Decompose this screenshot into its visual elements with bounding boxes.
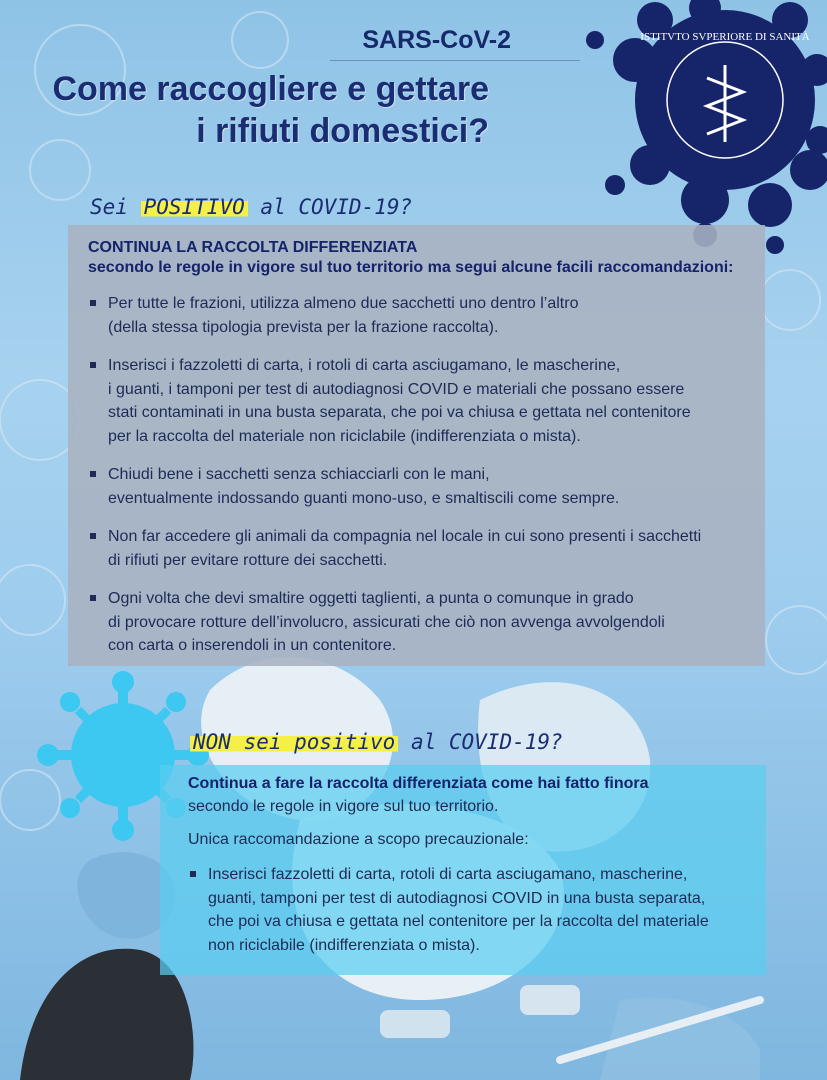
panel-title-line2: secondo le regole in vigore sul tuo territorio ma segui alcune facili raccomandazioni: bbox=[88, 259, 734, 276]
list-item bbox=[90, 292, 750, 339]
list-item-text: Inserisci i fazzoletti di carta, i rotoli di carta asciugamano, le mascherine, i guanti, i tamponi per test di autodiagnosi COVID e materiali che possano essere stati contaminati in una busta separata, che poi va chiusa e gettata nel contenitore per la raccolta del materiale non riciclabile (indifferenziata o mista). bbox=[108, 357, 691, 445]
list-item-text: Inserisci fazzoletti di carta, rotoli di carta asciugamano, mascherine, guanti, tamponi per test di autodiagnosi COVID in una busta separata, che poi va chiusa e gettata nel contenitore per la raccolta del materiale non riciclabile (indifferenziata o mista). bbox=[208, 866, 709, 954]
negative-section-heading bbox=[190, 730, 563, 754]
negative-panel-subtitle: secondo le regole in vigore sul tuo territorio. bbox=[188, 798, 499, 815]
list-item bbox=[190, 863, 750, 957]
list-item bbox=[90, 587, 750, 658]
iss-logo bbox=[555, 0, 827, 258]
precaution-note: Unica raccomandazione a scopo precauzionale: bbox=[188, 831, 529, 848]
list-item-text: Chiudi bene i sacchetti senza schiacciarli con le mani, eventualmente indossando guanti mono-uso, e smaltiscili come sempre. bbox=[108, 466, 620, 507]
logo-text: ISTITVTO SVPERIORE DI SANITÀ bbox=[640, 31, 810, 43]
page-title bbox=[52, 68, 489, 152]
positive-section-heading bbox=[90, 195, 412, 219]
header-divider bbox=[330, 60, 580, 61]
heading-highlight: POSITIVO bbox=[141, 195, 248, 219]
negative-recommendations-list bbox=[190, 863, 750, 957]
list-item bbox=[90, 463, 750, 510]
list-item-text: Ogni volta che devi smaltire oggetti taglienti, a punta o comunque in grado di provocare rotture dell’involucro, assicurati che ciò non avvenga avvolgendoli con carta o inserendoli in un contenitore. bbox=[108, 590, 665, 654]
heading-prefix: Sei bbox=[90, 195, 128, 219]
heading-suffix: al COVID-19? bbox=[260, 195, 413, 219]
title-line: i rifiuti domestici? bbox=[196, 112, 489, 150]
heading-suffix: al COVID-19? bbox=[410, 730, 563, 754]
list-item-text: Non far accedere gli animali da compagnia nel locale in cui sono presenti i sacchetti di rifiuti per evitare rotture dei sacchetti. bbox=[108, 528, 702, 569]
header-subtitle: SARS-CoV-2 bbox=[362, 26, 511, 54]
negative-panel-title: Continua a fare la raccolta differenziata come hai fatto finora bbox=[188, 775, 649, 792]
panel-title-line1: CONTINUA LA RACCOLTA DIFFERENZIATA bbox=[88, 239, 418, 256]
list-item bbox=[90, 354, 750, 448]
heading-highlight: NON sei positivo bbox=[190, 730, 398, 754]
positive-panel-title bbox=[88, 238, 733, 278]
list-item bbox=[90, 525, 750, 572]
positive-recommendations-list bbox=[90, 292, 750, 673]
title-line: Come raccogliere e gettare bbox=[52, 70, 489, 108]
list-item-text: Per tutte le frazioni, utilizza almeno due sacchetti uno dentro l’altro (della stessa tipologia prevista per la frazione raccolta). bbox=[108, 295, 579, 336]
